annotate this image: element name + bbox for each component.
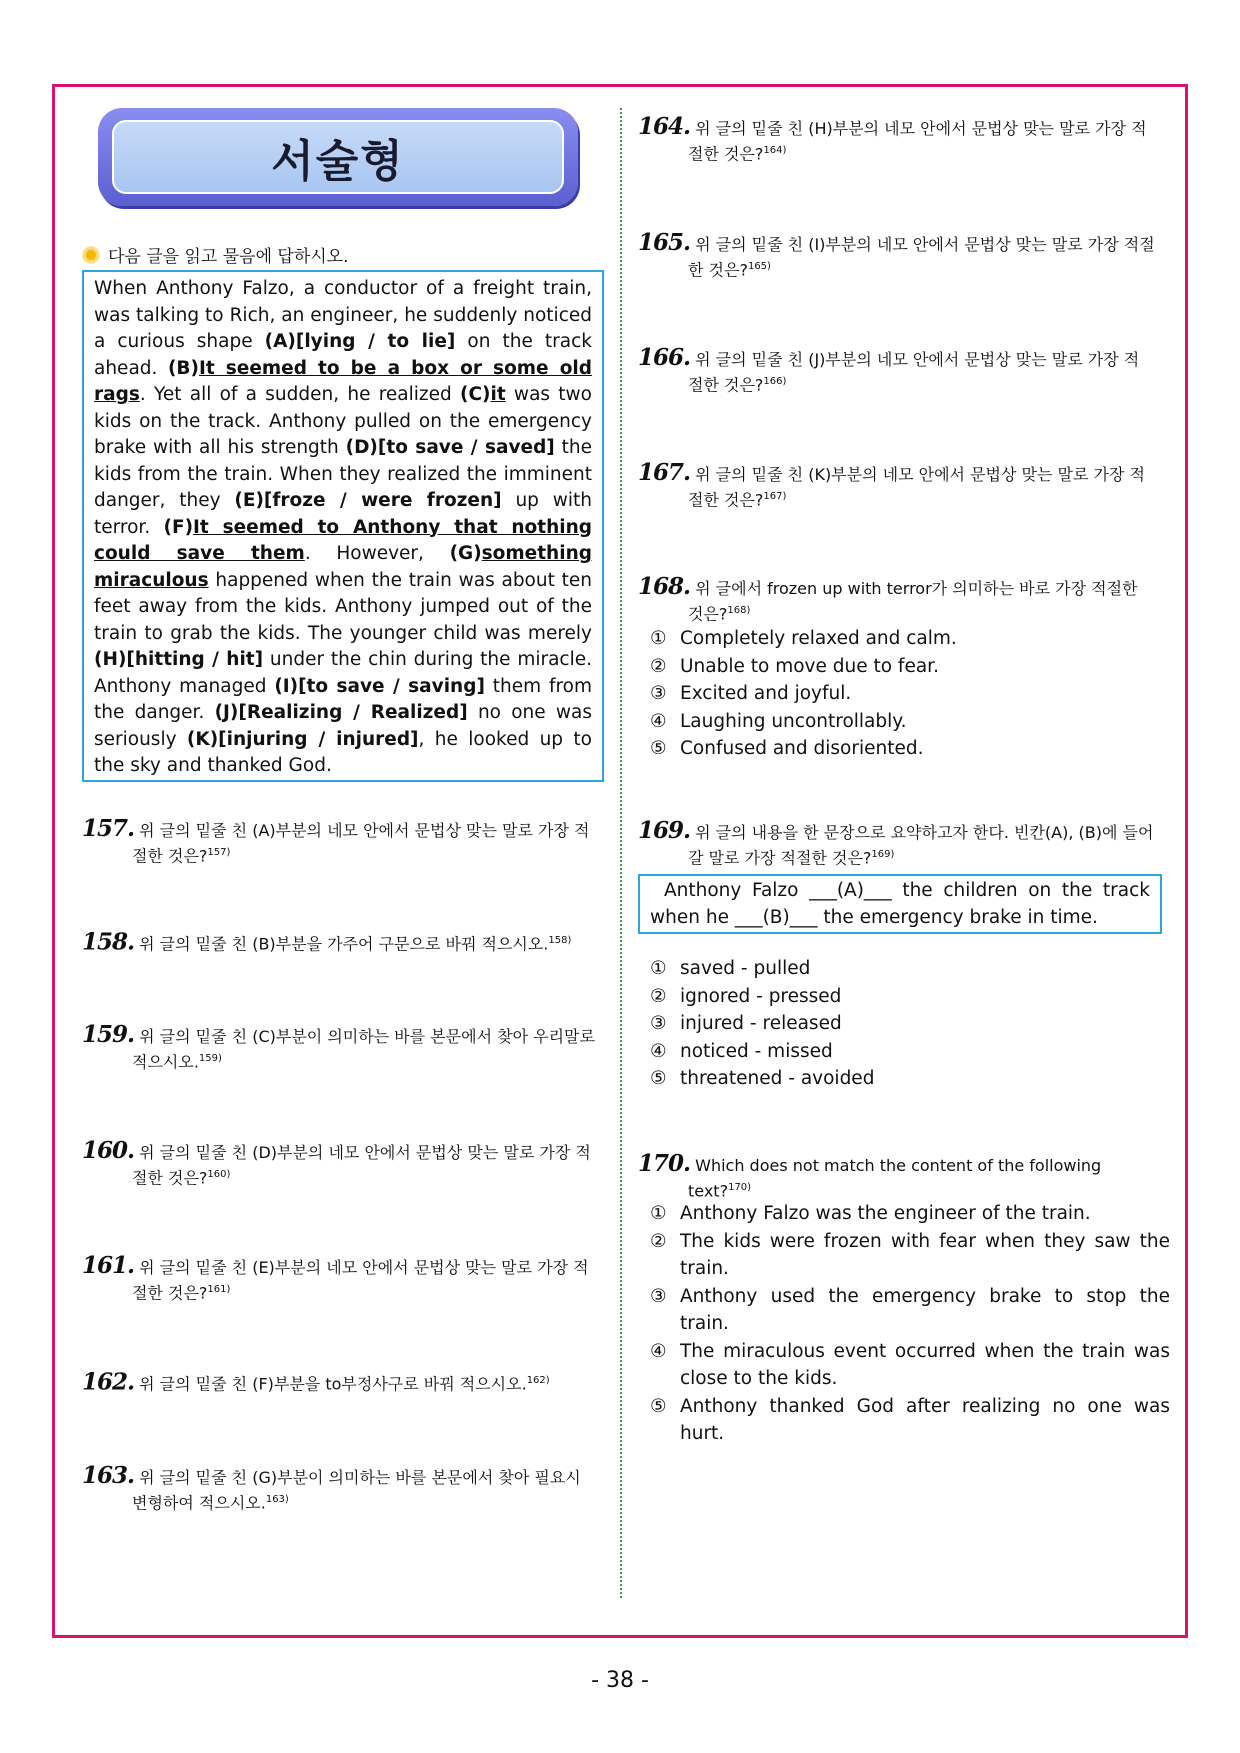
- passage-text: up with terror.: [94, 490, 592, 538]
- choice-item[interactable]: ⑤ Anthony thanked God after realizing no one was hurt.: [650, 1395, 1170, 1444]
- question-169: 169. 위 글의 내용을 한 문장으로 요약하고자 한다. 빈칸(A), (B)에 들어 갈 말로 가장 적절한 것은?$^{169)}$: [638, 817, 1154, 868]
- question-165: 165. 위 글의 밑줄 친 (I)부분의 네모 안에서 문법상 맞는 말로 가장 적절 한 것은?$^{165)}$: [638, 229, 1155, 280]
- passage-text: the kids from the train. When they realized the imminent danger, they: [94, 437, 592, 511]
- choice-item[interactable]: ③ injured - released: [650, 1013, 842, 1034]
- choice-item[interactable]: ③ Excited and joyful.: [650, 683, 852, 704]
- choice-item[interactable]: ④ The miraculous event occurred when the train was close to the kids.: [650, 1340, 1170, 1389]
- summary-box: [638, 874, 1162, 934]
- choice-item[interactable]: ① Completely relaxed and calm.: [650, 628, 957, 649]
- question-159: 159. 위 글의 밑줄 친 (C)부분이 의미하는 바를 본문에서 찾아 우리말로 적으시오.$^{159)}$: [82, 1021, 595, 1072]
- question-168: 168. 위 글에서 frozen up with terror가 의미하는 바로 가장 적절한 것은?$^{168)}$: [638, 573, 1138, 624]
- blank-a: (A)[lying / to lie]: [264, 331, 456, 352]
- passage-text: . However,: [304, 543, 450, 564]
- blank-j: (J)[Realizing / Realized]: [214, 702, 468, 723]
- choice-item[interactable]: ② ignored - pressed: [650, 985, 842, 1007]
- choices-169: [650, 955, 1170, 1093]
- instruction-text: 다음 글을 읽고 물음에 답하시오.: [108, 247, 349, 267]
- passage-text: . Yet all of a sudden, he realized: [139, 384, 460, 405]
- underline-c: (C)it: [460, 384, 506, 405]
- blank-h: (H)[hitting / hit]: [94, 649, 264, 670]
- section-banner: [98, 108, 578, 206]
- question-167: 167. 위 글의 밑줄 친 (K)부분의 네모 안에서 문법상 맞는 말로 가장 적 절한 것은?$^{167)}$: [638, 459, 1145, 510]
- flower-icon: [82, 246, 100, 264]
- underline-f: (F)It seemed to Anthony that nothing could save them: [94, 516, 592, 564]
- passage-text: happened when the train was about ten feet away from the kids. Anthony jumped out of the train to grab the kids. The younger child was merely: [94, 569, 592, 644]
- choices-170: [650, 1200, 1170, 1448]
- choice-item[interactable]: ③ Anthony used the emergency brake to stop the train.: [650, 1285, 1170, 1334]
- question-166: 166. 위 글의 밑줄 친 (J)부분의 네모 안에서 문법상 맞는 말로 가장 적 절한 것은?$^{166)}$: [638, 344, 1140, 395]
- blank-d: (D)[to save / saved]: [345, 437, 555, 458]
- passage-text: When Anthony Falzo, a conductor of a freight train, was talking to Rich, an engineer, he suddenly noticed a curious shape: [94, 278, 592, 352]
- choices-168: [650, 625, 1170, 763]
- passage-text: them from the danger.: [94, 675, 592, 723]
- choice-item[interactable]: ② Unable to move due to fear.: [650, 655, 939, 677]
- passage-text: , he looked up to the sky and thanked God.: [94, 728, 592, 776]
- underline-g: (G)something miraculous: [94, 543, 592, 591]
- question-158: 158. 위 글의 밑줄 친 (B)부분을 가주어 구문으로 바꿔 적으시오.$^{158)}$: [82, 928, 572, 956]
- passage-text: under the chin during the miracle. Anthony managed: [94, 649, 592, 697]
- choice-item[interactable]: ④ noticed - missed: [650, 1040, 833, 1062]
- passage-text: was two kids on the track. Anthony pulled on the emergency brake with all his strength: [94, 384, 592, 458]
- column-divider: [620, 108, 622, 1598]
- question-164: 164. 위 글의 밑줄 친 (H)부분의 네모 안에서 문법상 맞는 말로 가장 적 절한 것은?$^{164)}$: [638, 113, 1147, 164]
- choice-item[interactable]: ① saved - pulled: [650, 958, 811, 979]
- page-number: - 38 -: [591, 1668, 649, 1693]
- question-160: 160. 위 글의 밑줄 친 (D)부분의 네모 안에서 문법상 맞는 말로 가장 적 절한 것은?$^{160)}$: [82, 1137, 591, 1188]
- choice-item[interactable]: ⑤ threatened - avoided: [650, 1068, 875, 1089]
- blank-i: (I)[to save / saving]: [274, 675, 485, 697]
- question-163: 163. 위 글의 밑줄 친 (G)부분이 의미하는 바를 본문에서 찾아 필요시 변형하여 적으시오.$^{163)}$: [82, 1462, 581, 1513]
- question-170: 170. Which does not match the content of the following text?$^{170)}$: [638, 1150, 1102, 1201]
- question-157: 157. 위 글의 밑줄 친 (A)부분의 네모 안에서 문법상 맞는 말로 가장 적 절한 것은?$^{157)}$: [82, 815, 590, 866]
- blank-e: (E)[froze / were frozen]: [234, 490, 502, 511]
- passage-text: no one was seriously: [94, 702, 593, 750]
- choice-item[interactable]: ⑤ Confused and disoriented.: [650, 738, 924, 759]
- choice-item[interactable]: ① Anthony Falzo was the engineer of the train.: [650, 1203, 1091, 1224]
- instruction: [82, 242, 349, 267]
- summary-text: Anthony Falzo ___(A)___ the children on the track when he ___(B)___ the emergency brake in time.: [650, 880, 1150, 928]
- choice-item[interactable]: ④ Laughing uncontrollably.: [650, 710, 907, 732]
- underline-b: (B)It seemed to be a box or some old rags: [94, 357, 592, 405]
- passage-text: on the track ahead.: [94, 331, 592, 379]
- section-title: 서술형: [271, 136, 405, 187]
- question-162: 162. 위 글의 밑줄 친 (F)부분을 to부정사구로 바꿔 적으시오.$^{162)}$: [82, 1368, 550, 1396]
- reading-passage: [82, 270, 604, 782]
- section-banner-inner: [112, 120, 564, 194]
- blank-k: (K)[injuring / injured]: [186, 728, 419, 750]
- choice-item[interactable]: ② The kids were frozen with fear when they saw the train.: [650, 1230, 1170, 1279]
- question-161: 161. 위 글의 밑줄 친 (E)부분의 네모 안에서 문법상 맞는 말로 가장 적 절한 것은?$^{161)}$: [82, 1252, 589, 1303]
